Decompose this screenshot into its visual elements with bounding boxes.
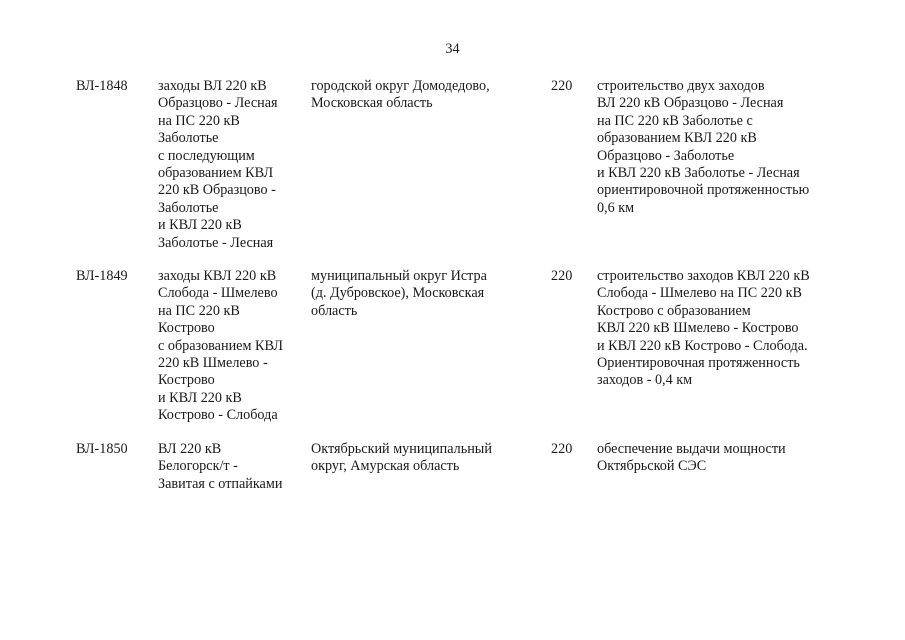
object-id: ВЛ-1850 <box>76 441 128 457</box>
object-voltage: 220 <box>551 268 573 284</box>
page-number: 34 <box>445 41 460 57</box>
object-name: заходы ВЛ 220 кВ Образцово - Лесная на ПС 220 кВ Заболотье с последующим образованием КВЛ 220 кВ Образцово - Заболотье и КВЛ 220 кВ Заболотье - Лесная <box>158 78 278 251</box>
object-description: строительство заходов КВЛ 220 кВ Слобода - Шмелево на ПС 220 кВ Кострово с образованием КВЛ 220 кВ Шмелево - Кострово и КВЛ 220 кВ Кострово - Слобода. Ориентировочная протяженность заходов - 0,4 км <box>597 268 810 389</box>
object-description: строительство двух заходов ВЛ 220 кВ Образцово - Лесная на ПС 220 кВ Заболотье с образованием КВЛ 220 кВ Образцово - Заболотье и КВЛ 220 кВ Заболотье - Лесная ориентировочной протяженностью 0,6 км <box>597 78 810 216</box>
object-location: муниципальный округ Истра (д. Дубровское), Московская область <box>311 268 487 319</box>
object-voltage: 220 <box>551 78 573 94</box>
object-name: ВЛ 220 кВ Белогорск/т - Завитая с отпайками <box>158 441 283 492</box>
object-location: городской округ Домодедово, Московская область <box>311 78 490 112</box>
object-location: Октябрьский муниципальный округ, Амурская область <box>311 441 492 475</box>
object-name: заходы КВЛ 220 кВ Слобода - Шмелево на ПС 220 кВ Кострово с образованием КВЛ 220 кВ Шмелево - Кострово и КВЛ 220 кВ Кострово - Слобода <box>158 268 283 424</box>
object-id: ВЛ-1848 <box>76 78 128 94</box>
object-description: обеспечение выдачи мощности Октябрьской СЭС <box>597 441 786 475</box>
object-voltage: 220 <box>551 441 573 457</box>
object-id: ВЛ-1849 <box>76 268 128 284</box>
